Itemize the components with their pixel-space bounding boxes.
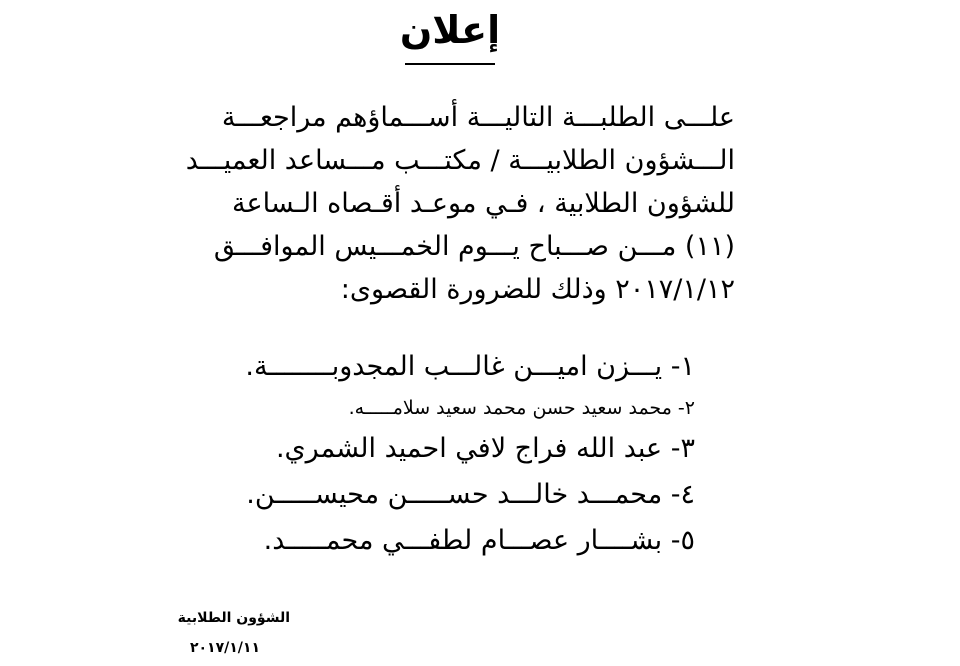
title-underline	[405, 63, 495, 65]
body-line-2: الـــشؤون الطلابيـــة / مكتـــب مـــساعد العميـــد	[185, 145, 735, 176]
body-line-3: للشؤون الطلابية ، فـي موعـد أقـصاه الـساعة	[232, 188, 735, 219]
body-line-5: ٢٠١٧/١/١٢ وذلك للضرورة القصوى:	[340, 274, 735, 305]
body-line-1: علـــى الطلبـــة التاليـــة أســـماؤهم مراجعـــة	[221, 102, 735, 133]
document-title: إعلان	[399, 8, 501, 52]
body-line-4: (١١) مـــن صـــباح يـــوم الخمـــيس الموافـــق	[213, 231, 735, 262]
signature-date: ٢٠١٧/١/١١	[189, 640, 260, 656]
list-item: ٢- محمد سعيد حسن محمد سعيد سلامـــــه.	[348, 397, 695, 419]
list-item: ٣- عبد الله فراج لافي احميد الشمري.	[275, 433, 695, 464]
announcement-body	[175, 96, 735, 311]
list-item: ١- يـــزن اميـــن غالـــب المجدوبــــــــة.	[245, 351, 695, 382]
student-name-list	[215, 344, 695, 564]
list-item: ٤- محمـــد خالـــد حســـــن محيســـــن.	[246, 479, 695, 510]
list-item: ٥- بشــــار عصـــام لطفـــي محمـــــد.	[263, 525, 695, 556]
signature-department: الشؤون الطلابية	[177, 610, 290, 626]
